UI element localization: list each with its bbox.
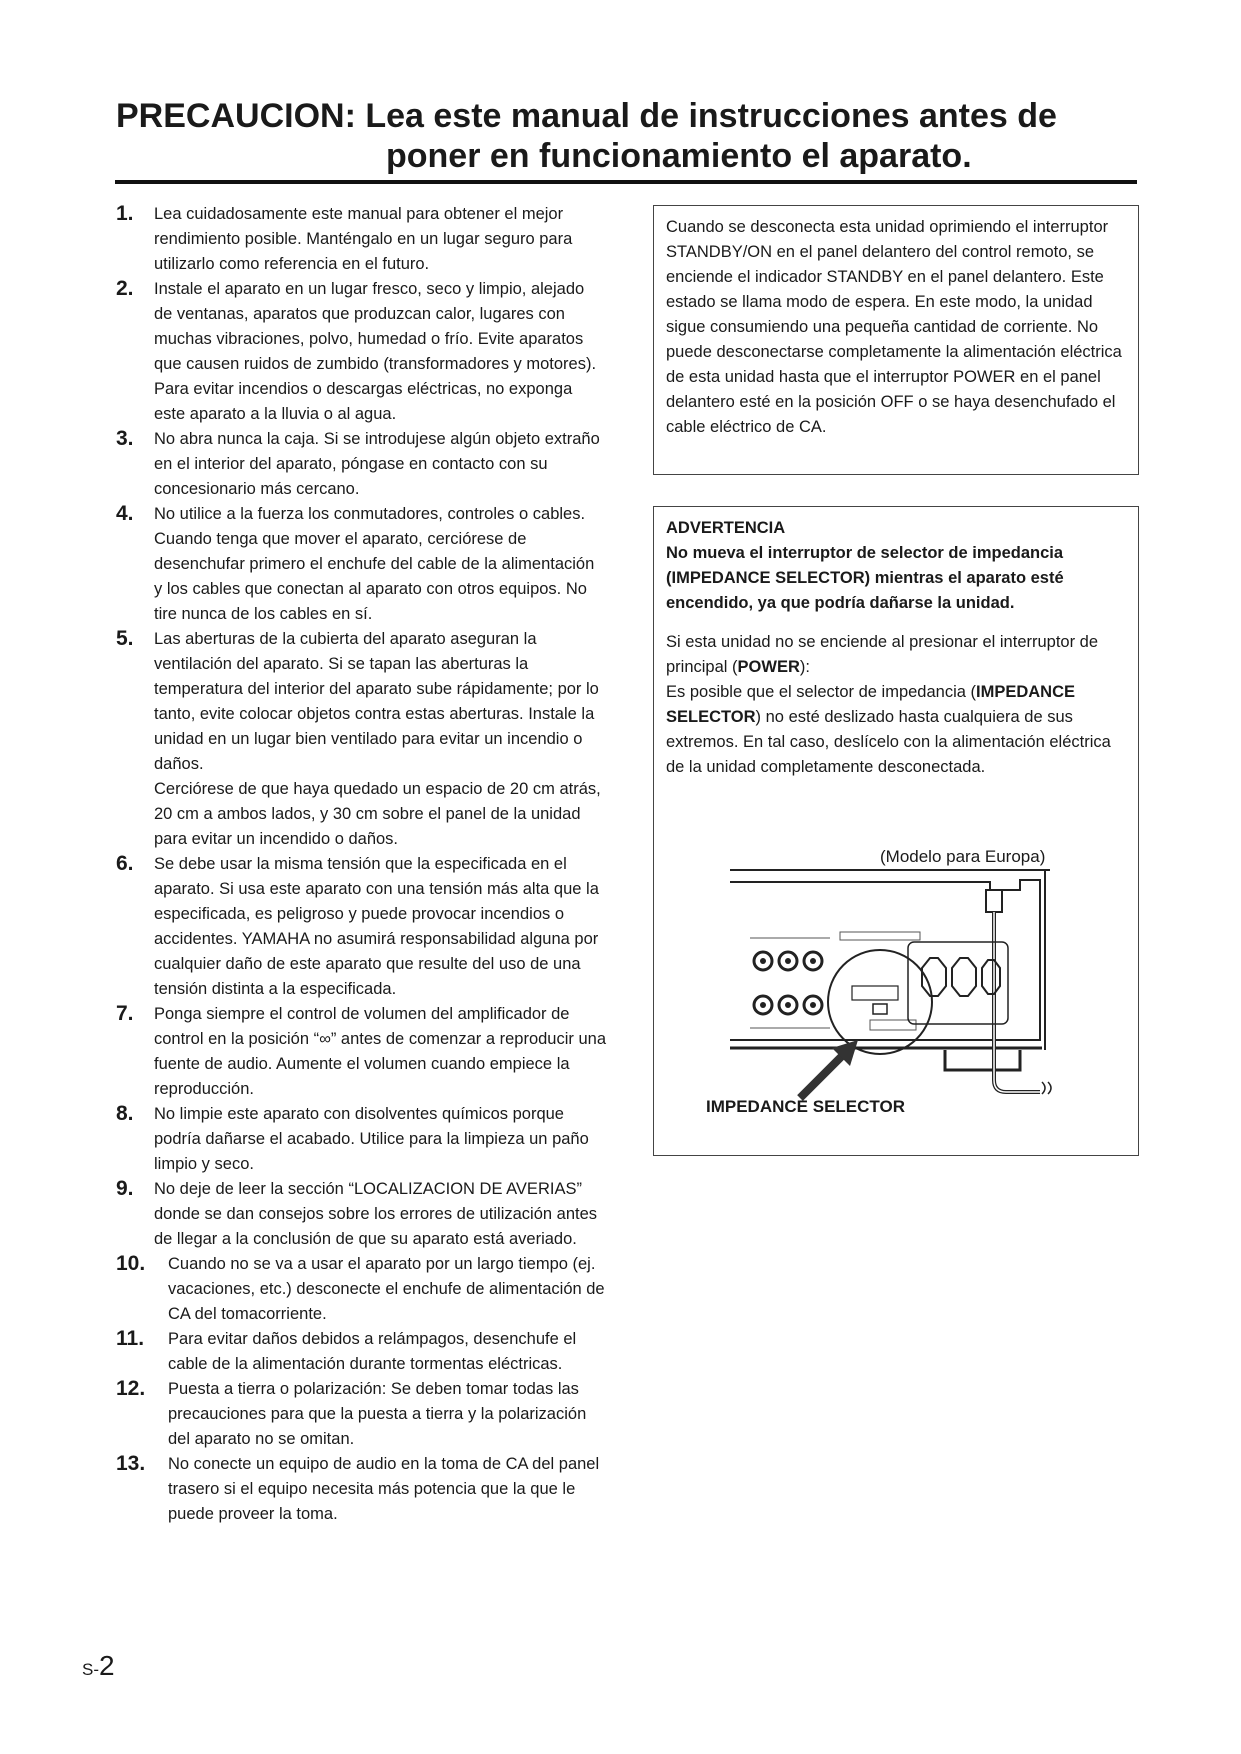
standby-info-box [653,205,1139,475]
item-number: 12. [116,1377,146,1400]
item-number: 1. [116,202,134,225]
list-item [116,277,606,427]
item-text: Las aberturas de la cubierta del aparato aseguran la ventilación del aparato. Si se tapan las aberturas la temperatura del interior del aparato sube rápidamente; por lo tanto, evite colocar objetos contra estas aberturas. Instale la unidad en un lugar bien ventilado para evitar un incendio o daños. [154,630,599,773]
item-number: 6. [116,852,134,875]
warning-paragraph-1 [666,630,1126,680]
title-rule [115,180,1137,184]
selector-switch [873,1004,887,1014]
item-text: Cuando no se va a usar el aparato por un largo tiempo (ej. vacaciones, etc.) desconecte el enchufe de alimentación de CA del tomacorriente. [168,1255,605,1323]
list-item [116,627,606,852]
item-text: No utilice a la fuerza los conmutadores, controles o cables. Cuando tenga que mover el aparato, cerciórese de desenchufar primero el enchufe del cable de la alimentación y los cables que conectan al aparato con otros equipos. No tire nunca de los cables en sí. [154,505,595,623]
item-text: Puesta a tierra o polarización: Se deben tomar todas las precauciones para que la puesta a tierra y la polarización del aparato no se omitan. [168,1380,587,1448]
list-item [116,1377,606,1452]
selector-indicator [852,986,898,1000]
page-number [82,1650,115,1682]
item-text: No abra nunca la caja. Si se introdujese algún objeto extraño en el interior del aparato, póngase en contacto con su concesionario más cercano. [154,430,600,498]
magnifier-circle [828,950,932,1054]
warning-p2-c: ) no esté deslizado hasta cualquiera de sus extremos. En tal caso, deslícelo con la alimentación eléctrica de la unidad completamente desconectada. [666,708,1111,776]
selector-label-panel [840,932,920,940]
pointer-arrow-icon [800,1050,848,1098]
item-text: No deje de leer la sección “LOCALIZACION DE AVERIAS” donde se dan consejos sobre los errores de utilización antes de llegar a la conclusión de que su aparato está averiado. [154,1180,598,1248]
warning-bold-text: No mueva el interruptor de selector de impedancia (IMPEDANCE SELECTOR) mientras el aparato esté encendido, ya que podría dañarse la unidad. [666,544,1064,612]
list-item [116,502,606,627]
power-cord [994,912,1040,1092]
item-number: 4. [116,502,134,525]
warning-p1-c: ): [799,658,810,676]
page-number-value: 2 [99,1650,115,1681]
list-item [116,1102,606,1177]
list-item [116,1177,606,1252]
list-item [116,1002,606,1102]
unit-foot [945,1050,1020,1070]
item-number: 2. [116,277,134,300]
warning-p2-a: Es posible que el selector de impedancia ( [666,683,977,701]
warning-p2-selector: IMPEDANCE SELECTOR [666,683,1076,726]
diagram-label: IMPEDANCE SELECTOR [706,1097,905,1116]
power-cord-inner [994,912,1040,1092]
item-text: Se debe usar la misma tensión que la especificada en el aparato. Si usa este aparato con una tensión más alta que la especificada, es peligroso y puede provocar incendios o accidentes. YAMAHA no asumirá responsabilidad alguna por cualquier daño de este aparato que resulte del uso de una tensión distinta a la especificada. [154,855,599,998]
warning-p1-power: POWER [737,658,800,676]
item-number: 9. [116,1177,134,1200]
title-line-2: poner en funcionamiento el aparato. [386,137,972,175]
speaker-terminal-centers [760,958,816,1008]
list-item [116,852,606,1002]
list-item [116,1327,606,1377]
ac-outlet-icons [922,958,1000,996]
title-line-1: PRECAUCION: Lea este manual de instrucciones antes de [116,97,1057,135]
item-text: Lea cuidadosamente este manual para obtener el mejor rendimiento posible. Manténgalo en un lugar seguro para utilizarlo como referencia en el futuro. [154,205,573,273]
item-text: No limpie este aparato con disolventes químicos porque podría dañarse el acabado. Utilice para la limpieza un paño limpio y seco. [154,1105,589,1173]
item-number: 5. [116,627,134,650]
list-item [116,1252,606,1327]
cord-break-icon [1042,1082,1051,1094]
warning-heading: ADVERTENCIA [666,519,786,537]
item-text: Ponga siempre el control de volumen del amplificador de control en la posición “∞” antes de comenzar a reproducir una fuente de audio. Aumente el volumen cuando empiece la reproducción. [154,1005,607,1098]
item-text: No conecte un equipo de audio en la toma de CA del panel trasero si el equipo necesita más potencia que la que le puede proveer la toma. [168,1455,600,1523]
item-number: 8. [116,1102,134,1125]
item-text-extra: Cerciórese de que haya quedado un espacio de 20 cm atrás, 20 cm a ambos lados, y 30 cm sobre el panel de la unidad para evitar un incendido o daños. [154,780,601,848]
item-text: Instale el aparato en un lugar fresco, seco y limpio, alejado de ventanas, aparatos que produzcan calor, lugares con muchas vibraciones, polvo, humedad o frío. Evite aparatos que causen ruidos de zumbido (transformadores y motores). Para evitar incendios o descargas eléctricas, no exponga este aparato a la lluvia o al agua. [154,280,597,423]
item-number: 11. [116,1327,145,1350]
impedance-selector-diagram [690,860,1070,1130]
warning-p1-a: Si esta unidad no se enciende al presionar el interruptor de principal ( [666,633,1099,676]
item-number: 3. [116,427,134,450]
warning-paragraph-2 [666,680,1126,780]
list-item [116,1452,606,1527]
item-number: 10. [116,1252,146,1275]
item-number: 7. [116,1002,134,1025]
page-prefix: S- [82,1660,99,1679]
precaution-list [116,202,606,1527]
standby-info-text: Cuando se desconecta esta unidad oprimiendo el interruptor STANDBY/ON en el panel delantero del control remoto, se enciende el indicador STANDBY en el panel delantero. Este estado se llama modo de espera. En este modo, la unidad sigue consumiendo una pequeña cantidad de corriente. No puede desconectarse completamente la alimentación eléctrica de esta unidad hasta que el interruptor POWER en el panel delantero esté en la posición OFF o se haya desenchufado el cable eléctrico de CA. [666,218,1122,436]
list-item [116,202,606,277]
list-item [116,427,606,502]
model-note: (Modelo para Europa) [880,847,1046,866]
ac-inlet [986,890,1002,912]
page-title [116,96,1136,176]
item-text: Para evitar daños debidos a relámpagos, desenchufe el cable de la alimentación durante tormentas eléctricas. [168,1330,577,1373]
item-number: 13. [116,1452,146,1475]
